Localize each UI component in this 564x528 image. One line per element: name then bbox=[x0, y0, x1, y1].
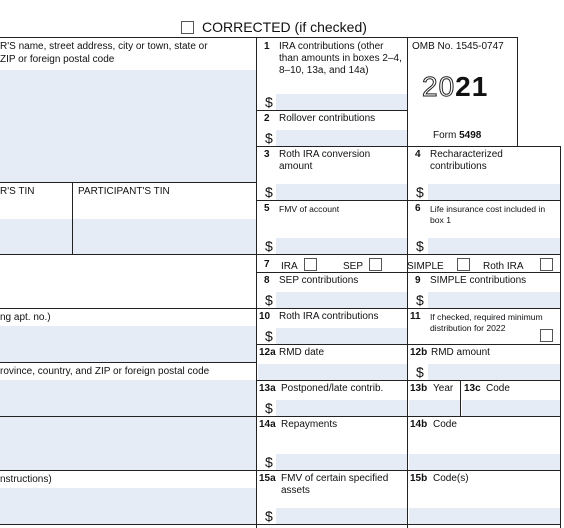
rule-box2 bbox=[257, 146, 561, 147]
box2-number: 2 bbox=[264, 113, 270, 124]
box5-field[interactable] bbox=[276, 238, 407, 254]
form-label bbox=[433, 130, 481, 142]
rule-box12 bbox=[257, 380, 561, 381]
box6-field[interactable] bbox=[428, 238, 560, 254]
box15a-label: FMV of certain specified assets bbox=[281, 473, 389, 496]
box11-label: If checked, required minimum distribution for 2022 bbox=[430, 312, 543, 333]
box1-field[interactable] bbox=[276, 94, 407, 110]
rule-13b-13c bbox=[460, 380, 461, 416]
box13b-label: Year bbox=[433, 383, 454, 394]
box7-roth-label: Roth IRA bbox=[483, 261, 524, 272]
box12b-number: 12b bbox=[410, 347, 428, 358]
box5-number: 5 bbox=[264, 203, 270, 214]
box13a-field[interactable] bbox=[276, 400, 407, 416]
rule-apt bbox=[0, 362, 256, 363]
tax-year-prefix: 20 bbox=[422, 71, 456, 102]
corrected-checkbox[interactable] bbox=[181, 21, 194, 34]
box4-number: 4 bbox=[415, 149, 421, 160]
box6-label: Life insurance cost included in box 1 bbox=[430, 204, 546, 225]
box15a-dollar: $ bbox=[265, 508, 273, 524]
omb-right-border bbox=[517, 37, 518, 147]
corrected-label: CORRECTED (if checked) bbox=[202, 19, 367, 35]
trustee-tin-label: R'S TIN bbox=[0, 186, 35, 197]
box4-dollar: $ bbox=[416, 184, 424, 200]
trustee-tin-field[interactable] bbox=[0, 219, 72, 254]
box4-label: Recharacterized contributions bbox=[430, 149, 503, 172]
rule-box13 bbox=[0, 416, 561, 417]
box2-field[interactable] bbox=[276, 130, 407, 146]
box13c-label: Code bbox=[486, 383, 510, 394]
box14b-number: 14b bbox=[410, 419, 428, 430]
box8-dollar: $ bbox=[265, 292, 273, 308]
box11-checkbox[interactable] bbox=[540, 329, 553, 342]
box7-number: 7 bbox=[264, 259, 270, 270]
form-number: 5498 bbox=[459, 130, 482, 141]
account-field[interactable] bbox=[0, 416, 256, 470]
box13a-number: 13a bbox=[259, 383, 276, 394]
box8-field[interactable] bbox=[276, 292, 407, 308]
box7-sep-label: SEP bbox=[343, 261, 364, 272]
box12b-dollar: $ bbox=[416, 364, 424, 380]
box8-label: SEP contributions bbox=[279, 275, 359, 286]
box10-label: Roth IRA contributions bbox=[279, 311, 379, 322]
box12a-number: 12a bbox=[259, 347, 276, 358]
box9-dollar: $ bbox=[416, 292, 424, 308]
name-address-field[interactable] bbox=[0, 70, 256, 182]
box10-dollar: $ bbox=[265, 328, 273, 344]
box15b-number: 15b bbox=[410, 473, 428, 484]
rule-tin-split bbox=[72, 182, 73, 254]
box4-field[interactable] bbox=[428, 184, 560, 200]
rule-box5 bbox=[0, 254, 561, 255]
box15b-field[interactable] bbox=[409, 508, 560, 524]
box10-field[interactable] bbox=[276, 328, 407, 344]
apt-field[interactable] bbox=[0, 326, 256, 362]
box14a-number: 14a bbox=[259, 419, 276, 430]
box2-label: Rollover contributions bbox=[279, 113, 376, 124]
name-label-line2: ZIP or foreign postal code bbox=[0, 54, 115, 65]
box14b-label: Code bbox=[433, 419, 457, 430]
instructions-field[interactable] bbox=[0, 488, 256, 524]
rule-box14 bbox=[0, 470, 561, 471]
bottom-border bbox=[0, 524, 561, 525]
box1-label: IRA contributions (other than amounts in boxes 2–4, 8–10, 13a, and 14a) bbox=[279, 41, 402, 76]
box12b-label: RMD amount bbox=[431, 347, 490, 358]
rule-box10 bbox=[257, 344, 561, 345]
rule-box8 bbox=[0, 308, 561, 309]
mid-divider bbox=[407, 37, 408, 528]
box13b-field[interactable] bbox=[409, 400, 460, 416]
box3-field[interactable] bbox=[276, 184, 407, 200]
box15a-field[interactable] bbox=[276, 508, 407, 524]
box13a-dollar: $ bbox=[265, 400, 273, 416]
name-label-line1: R'S name, street address, city or town, state or bbox=[0, 41, 208, 52]
box13c-number: 13c bbox=[464, 383, 481, 394]
box2-dollar: $ bbox=[265, 130, 273, 146]
rule-box3 bbox=[257, 200, 561, 201]
top-border bbox=[0, 37, 517, 38]
box15a-number: 15a bbox=[259, 473, 276, 484]
box1-dollar: $ bbox=[265, 94, 273, 110]
box12a-label: RMD date bbox=[279, 347, 325, 358]
rule-box1 bbox=[257, 110, 407, 111]
participant-tin-label: PARTICIPANT'S TIN bbox=[78, 186, 170, 197]
box9-field[interactable] bbox=[428, 292, 560, 308]
box5-label: FMV of account bbox=[279, 204, 340, 214]
box7-sep-checkbox[interactable] bbox=[369, 258, 382, 271]
box1-number: 1 bbox=[264, 41, 270, 52]
box7-roth-checkbox[interactable] bbox=[540, 258, 553, 271]
box7-simple-label: SIMPLE bbox=[407, 261, 444, 272]
city-label: rovince, country, and ZIP or foreign postal code bbox=[0, 366, 210, 377]
box7-ira-label: IRA bbox=[281, 261, 298, 272]
box13c-field[interactable] bbox=[462, 400, 560, 416]
box6-dollar: $ bbox=[416, 238, 424, 254]
box13b-number: 13b bbox=[410, 383, 428, 394]
box7-ira-checkbox[interactable] bbox=[304, 258, 317, 271]
tax-year-suffix: 21 bbox=[455, 71, 489, 102]
apt-label: ng apt. no.) bbox=[0, 312, 51, 323]
rule-name bbox=[0, 182, 256, 183]
city-field[interactable] bbox=[0, 380, 256, 416]
box5-dollar: $ bbox=[265, 238, 273, 254]
box3-number: 3 bbox=[264, 149, 270, 160]
box3-label: Roth IRA conversion amount bbox=[279, 149, 371, 172]
tax-year bbox=[422, 72, 488, 102]
box12a-field[interactable] bbox=[258, 364, 407, 380]
box14a-label: Repayments bbox=[281, 419, 338, 430]
participant-tin-field[interactable] bbox=[73, 219, 256, 254]
box12b-field[interactable] bbox=[428, 364, 560, 380]
form-word: Form bbox=[433, 130, 457, 141]
box6-number: 6 bbox=[415, 203, 421, 214]
box9-number: 9 bbox=[415, 275, 421, 286]
instructions-label: nstructions) bbox=[0, 474, 52, 485]
omb-number: OMB No. 1545-0747 bbox=[412, 41, 504, 52]
box7-simple-checkbox[interactable] bbox=[457, 258, 470, 271]
box8-number: 8 bbox=[264, 275, 270, 286]
box15b-label: Code(s) bbox=[433, 473, 469, 484]
box11-number: 11 bbox=[410, 311, 421, 322]
box14a-dollar: $ bbox=[265, 454, 273, 470]
box14b-field[interactable] bbox=[409, 454, 560, 470]
box14a-field[interactable] bbox=[276, 454, 407, 470]
box10-number: 10 bbox=[259, 311, 271, 322]
box13a-label: Postponed/late contrib. bbox=[281, 383, 384, 394]
box9-label: SIMPLE contributions bbox=[430, 275, 527, 286]
box3-dollar: $ bbox=[265, 184, 273, 200]
